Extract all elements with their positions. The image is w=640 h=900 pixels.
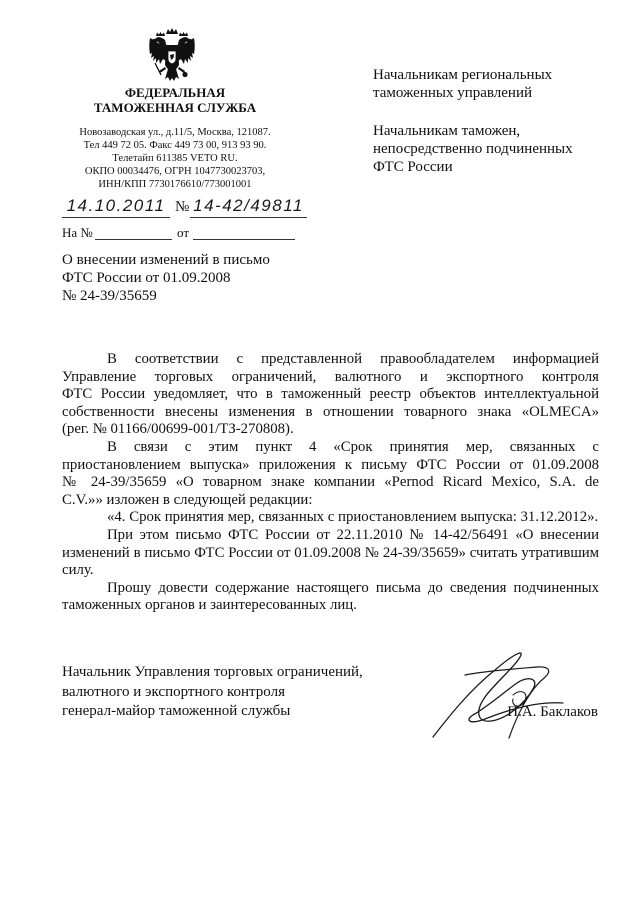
body-line: таможенных органов и заинтересованных лиц.: [62, 597, 357, 614]
addressee-line: ФТС России: [373, 159, 453, 175]
body-line: № 24-39/35659 «О товарном знаке компании «Pernod Ricard Mexico, S.A. de: [62, 474, 599, 491]
body-line: Управление торговых ограничений, валютного и экспортного контроля: [62, 368, 599, 385]
addressee-line: Начальникам региональных: [373, 67, 553, 83]
body-line: В соответствии с представленной правообладателем информацией: [107, 351, 599, 367]
address-line: Новозаводская ул., д.11/5, Москва, 121087.: [79, 127, 271, 138]
registration-number: 14-42/49811: [190, 195, 307, 218]
subject-line: О внесении изменений в письмо: [62, 252, 270, 268]
reply-number-label: На №: [62, 225, 93, 240]
addressee-block: [373, 66, 552, 102]
subject-line: № 24-39/35659: [62, 288, 157, 304]
body-line: «4. Срок принятия мер, связанных с приостановлением выпуска: 31.12.2012».: [107, 509, 599, 526]
letter-body: [62, 351, 599, 615]
position-line: валютного и экспортного контроля: [62, 683, 285, 700]
address-line: ИНН/КПП 7730176610/773001001: [98, 179, 252, 190]
body-paragraph: [62, 527, 599, 580]
coat-of-arms-icon: [147, 27, 197, 83]
addressee-block: [373, 122, 573, 176]
registration-number-label: №: [175, 199, 190, 215]
addressee-line: непосредственно подчиненных: [373, 141, 573, 157]
subject-line: ФТС России от 01.09.2008: [62, 270, 231, 286]
organization-name-line: ФЕДЕРАЛЬНАЯ: [124, 85, 226, 100]
body-paragraph: [62, 509, 599, 527]
body-line: ФТС России уведомляет, что в таможенный реестр объектов интеллектуальной: [62, 386, 599, 403]
body-line: изменений в письмо ФТС России от 01.09.2008 № 24-39/35659» считать утратившим: [62, 544, 599, 561]
organization-name-line: ТАМОЖЕННАЯ СЛУЖБА: [93, 100, 257, 115]
body-line: Прошу довести содержание настоящего письма до сведения подчиненных: [107, 579, 599, 596]
body-line: приостановлением выпуска» приложения к письму ФТС России от 01.09.2008: [62, 456, 599, 473]
body-line: силу.: [62, 562, 94, 579]
position-line: Начальник Управления торговых ограничений,: [62, 664, 363, 680]
reply-date-blank: [193, 225, 295, 240]
body-paragraph: [62, 580, 599, 615]
addressee-line: таможенных управлений: [373, 85, 533, 101]
organization-address: [40, 126, 310, 191]
reply-number-blank: [95, 225, 172, 240]
letter-subject: [62, 251, 270, 305]
body-paragraph: [62, 439, 599, 509]
body-line: собственности внесены изменения в отношении товарного знака «OLMECA»: [62, 403, 599, 420]
body-line: (рег. № 01166/00699-001/ТЗ-270808).: [62, 421, 294, 438]
addressee-line: Начальникам таможен,: [373, 123, 521, 139]
registration-date: 14.10.2011: [62, 195, 170, 218]
handwritten-signature: [425, 645, 565, 740]
position-line: генерал-майор таможенной службы: [62, 703, 291, 720]
signatory-position: [62, 663, 363, 722]
body-line: C.V.»» изложен в следующей редакции:: [62, 491, 313, 508]
address-line: Телетайп 611385 VETO RU.: [112, 153, 238, 164]
signatory-name: П.А. Баклаков: [507, 704, 598, 720]
body-paragraph: [62, 351, 599, 439]
address-line: ОКПО 00034476, ОГРН 1047730023703,: [84, 166, 266, 177]
address-line: Тел 449 72 05. Факс 449 73 00, 913 93 90.: [83, 140, 267, 151]
body-line: При этом письмо ФТС России от 22.11.2010 № 14-42/56491 «О внесении: [107, 526, 599, 543]
organization-name: [40, 85, 310, 115]
reply-date-label: от: [177, 225, 190, 240]
body-line: В связи с этим пункт 4 «Срок принятия мер, связанных с: [107, 438, 599, 455]
